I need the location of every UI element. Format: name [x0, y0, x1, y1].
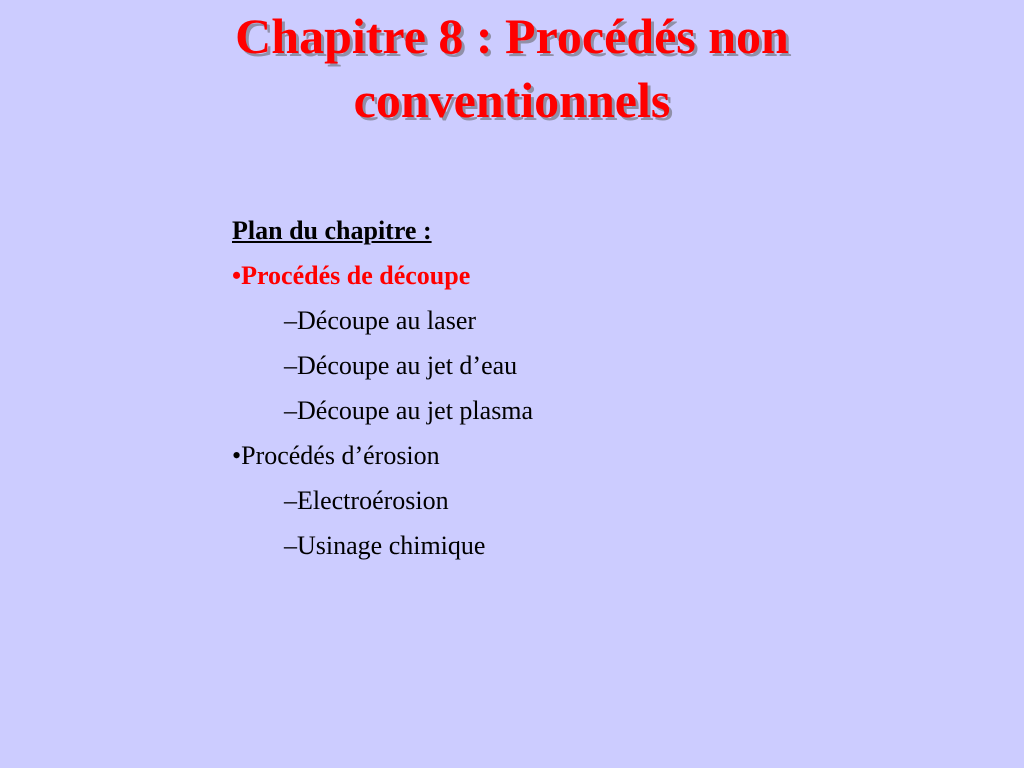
item-electroerosion: –Electroérosion	[284, 486, 449, 515]
item-plasma-cutting: –Découpe au jet plasma	[284, 396, 534, 425]
plan-heading: Plan du chapitre :	[232, 216, 432, 245]
chapter-outline	[232, 208, 932, 568]
item-laser-cutting: –Découpe au laser	[284, 306, 477, 335]
slide-title-line-1: Chapitre 8 : Procédés non	[235, 8, 789, 64]
section-erosion-processes: •Procédés d’érosion	[232, 441, 440, 470]
slide-title	[0, 4, 1024, 132]
item-waterjet-cutting: –Découpe au jet d’eau	[284, 351, 518, 380]
item-chemical-machining: –Usinage chimique	[284, 531, 486, 560]
slide-title-line-2: conventionnels	[353, 72, 671, 128]
section-cutting-processes: •Procédés de découpe	[232, 261, 471, 290]
